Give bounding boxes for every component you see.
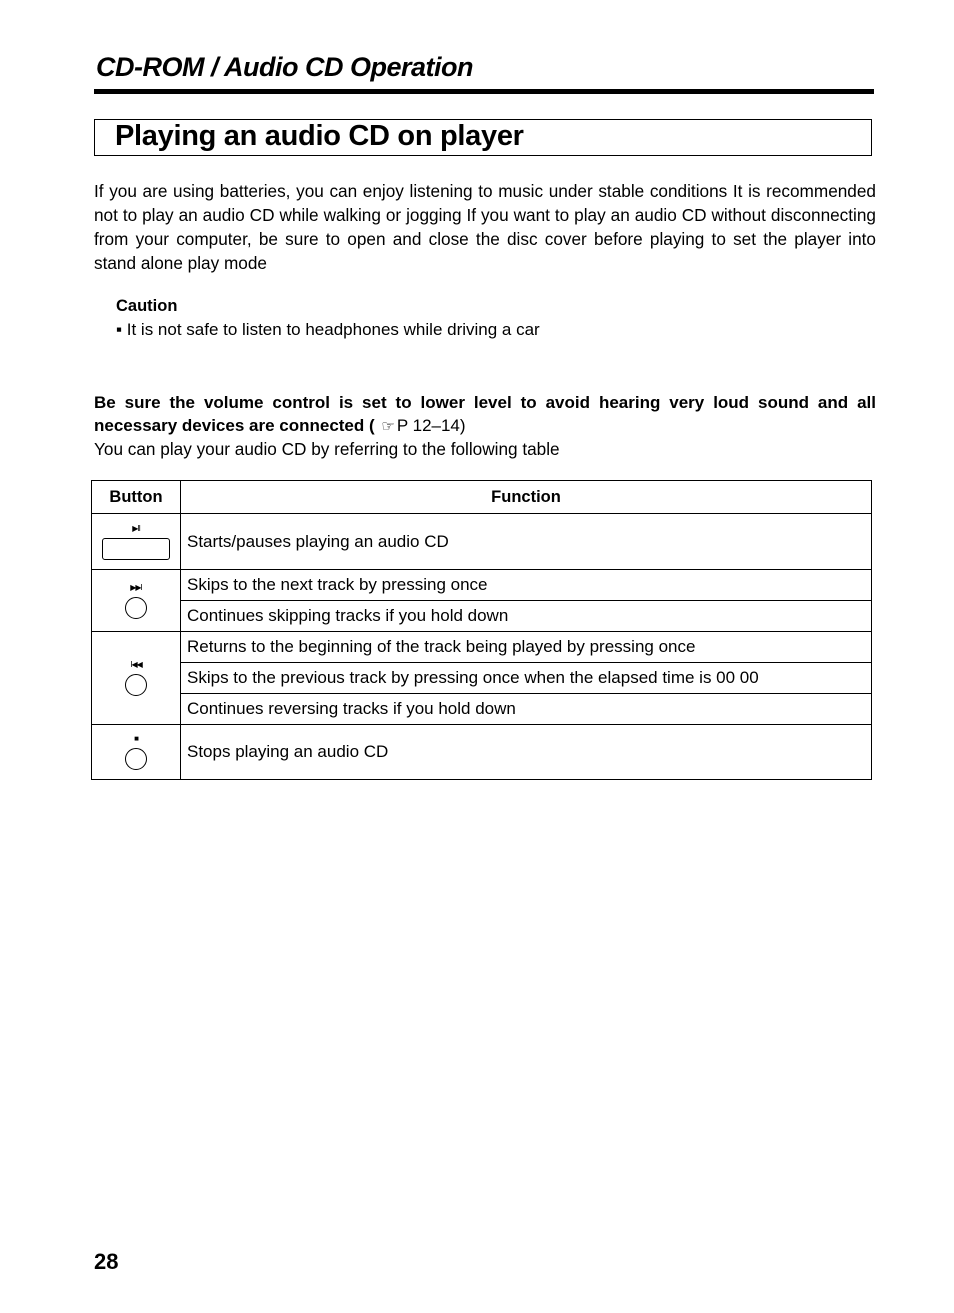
function-cell: Continues reversing tracks if you hold down bbox=[181, 694, 872, 725]
table-row bbox=[92, 632, 872, 663]
button-cell bbox=[92, 570, 181, 632]
title-box bbox=[94, 119, 872, 156]
rect-button-icon bbox=[102, 538, 170, 560]
button-graphic bbox=[92, 524, 180, 560]
play-pause-icon: ▶II bbox=[132, 523, 140, 533]
table-row bbox=[92, 663, 872, 694]
round-button-icon bbox=[125, 597, 147, 619]
header-rule bbox=[94, 89, 874, 94]
table-header-row bbox=[92, 481, 872, 514]
function-table bbox=[91, 480, 872, 780]
function-cell: Returns to the beginning of the track being played by pressing once bbox=[181, 632, 872, 663]
button-cell bbox=[92, 632, 181, 725]
header-function: Function bbox=[181, 481, 872, 514]
round-button-icon bbox=[125, 674, 147, 696]
table-row bbox=[92, 725, 872, 780]
warning-text: Be sure the volume control is set to lower level to avoid hearing very loud sound and all necessary devices are connected ( bbox=[94, 393, 876, 435]
round-button-icon bbox=[125, 748, 147, 770]
section-header: CD-ROM / Audio CD Operation bbox=[96, 52, 473, 82]
warning-paragraph bbox=[94, 391, 876, 438]
caution-item bbox=[116, 320, 540, 340]
page-reference: P 12–14) bbox=[396, 416, 466, 435]
page-title: Playing an audio CD on player bbox=[115, 120, 524, 152]
caution-text: It is not safe to listen to headphones while driving a car bbox=[126, 320, 540, 339]
button-graphic bbox=[92, 734, 180, 770]
header-button: Button bbox=[92, 481, 181, 514]
next-track-icon: ▶▶I bbox=[130, 582, 142, 592]
function-cell: Skips to the previous track by pressing once when the elapsed time is 00 00 bbox=[181, 663, 872, 694]
button-cell bbox=[92, 514, 181, 570]
intro-paragraph: If you are using batteries, you can enjoy listening to music under stable conditions It is recommended not to play an audio CD while walking or jogging If you want to play an audio CD without disconnecting from your computer, be sure to open and close the disc cover before playing to set the player into stand alone play mode bbox=[94, 181, 876, 273]
table-row bbox=[92, 514, 872, 570]
previous-track-icon: I◀◀ bbox=[130, 660, 142, 669]
function-cell: Skips to the next track by pressing once bbox=[181, 570, 872, 601]
button-cell bbox=[92, 725, 181, 780]
caution-label: Caution bbox=[116, 297, 178, 315]
pointing-hand-icon: ☞ bbox=[381, 418, 395, 435]
button-graphic bbox=[92, 583, 180, 619]
table-row bbox=[92, 694, 872, 725]
table-row bbox=[92, 570, 872, 601]
stop-icon: ■ bbox=[134, 734, 138, 743]
table-row bbox=[92, 601, 872, 632]
function-cell: Stops playing an audio CD bbox=[181, 725, 872, 780]
table-intro: You can play your audio CD by referring to the following table bbox=[94, 439, 560, 459]
page-number: 28 bbox=[94, 1249, 119, 1274]
function-cell: Continues skipping tracks if you hold down bbox=[181, 601, 872, 632]
function-cell: Starts/pauses playing an audio CD bbox=[181, 514, 872, 570]
button-graphic bbox=[92, 660, 180, 696]
bullet-icon: ▪ bbox=[116, 320, 127, 339]
